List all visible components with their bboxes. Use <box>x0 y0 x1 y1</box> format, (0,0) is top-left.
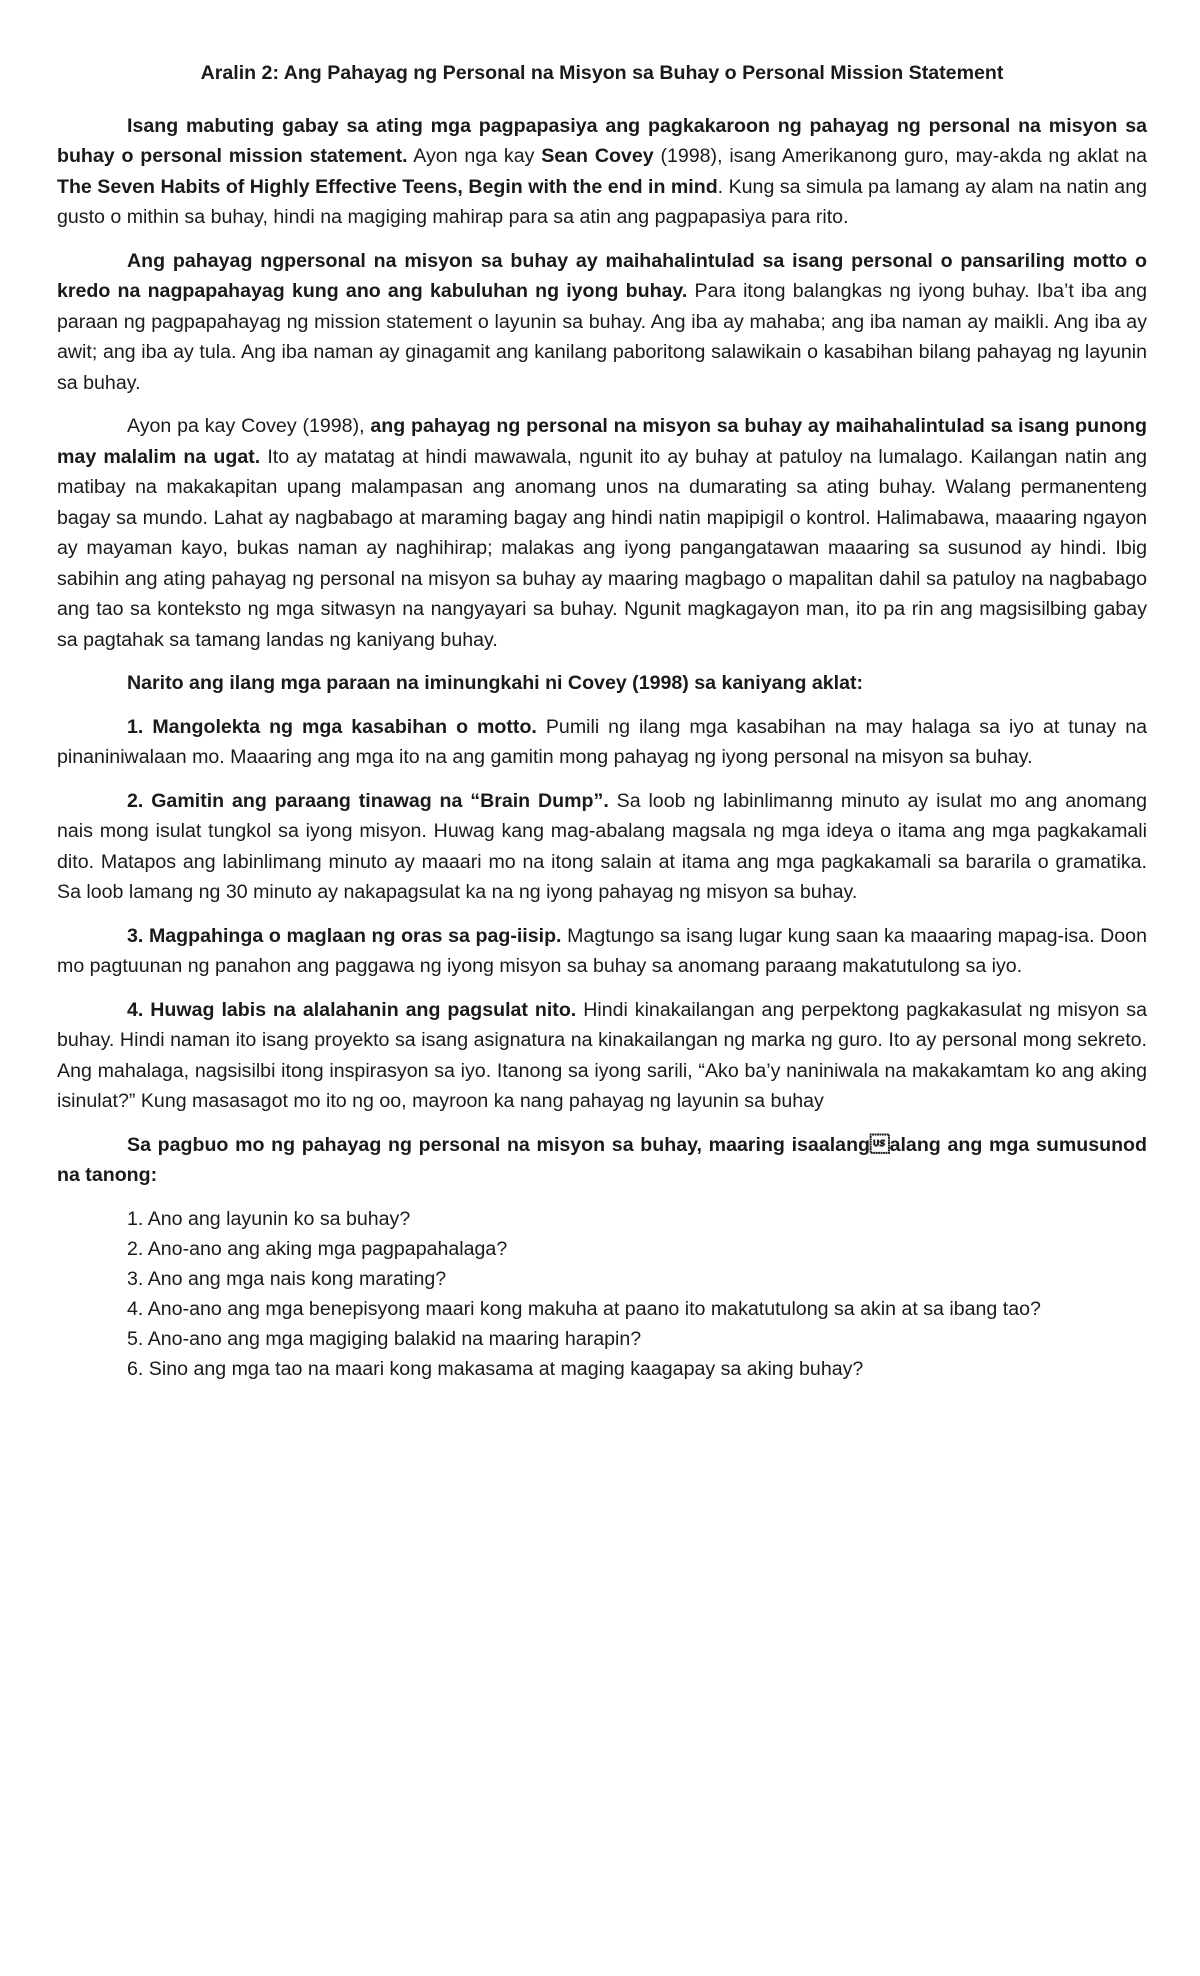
paragraph-methods-intro <box>57 668 1147 699</box>
list-item: 3. Ano ang mga nais kong marating? <box>127 1267 447 1290</box>
paragraph-questions-intro <box>57 1130 1147 1191</box>
method-heading: 2. Gamitin ang paraang tinawag na “Brain Dump”. <box>127 789 609 812</box>
body-text: . Kung sa simula pa lamang ay alam na natin ang gusto o mithin sa buhay, hindi na magiging mahirap para sa atin ang pagpapasiya para rito. <box>57 175 1147 228</box>
method-1 <box>57 712 1147 773</box>
list-item: 2. Ano-ano ang aking mga pagpapahalaga? <box>127 1237 508 1260</box>
body-text: Para itong balangkas ng iyong buhay. Iba’t iba ang paraan ng pagpapahayag ng mission statement o layunin sa buhay. Ang iba ay mahaba; ang iba naman ay maikli. Ang iba ay awit; ang iba ay tula. Ang iba naman ay ginagamit ang kanilang paboritong salawikain o kasabihan bilang pahayag ng layunin sa buhay. <box>57 280 1147 394</box>
paragraph-covey-tree <box>57 411 1147 655</box>
bold-text: Ang pahayag ngpersonal na misyon sa buhay ay maihahalintulad sa isang personal o pansariling motto o kredo na nagpapahayag kung ano ang kabuluhan ng iyong buhay. <box>57 249 1147 302</box>
list-item: 6. Sino ang mga tao na maari kong makasama at maging kaagapay sa aking buhay? <box>127 1357 864 1380</box>
method-4 <box>57 995 1147 1117</box>
method-heading: 4. Huwag labis na alalahanin ang pagsulat nito. <box>127 998 577 1021</box>
body-text: (1998), isang Amerikanong guro, may-akda ng aklat na <box>653 145 1147 167</box>
bold-text: Sa pagbuo mo ng pahayag ng personal na misyon sa buhay, maaring isaalang alang ang mga sumusunod na tanong: <box>57 1133 1147 1186</box>
paragraph-intro <box>57 111 1147 233</box>
body-text: Ito ay matatag at hindi mawawala, ngunit ito ay buhay at patuloy na lumalago. Kailangan natin ang matibay na makakapitan upang malampasan ang anomang unos na dumarating sa ating buhay. Walang permanenteng bagay sa mundo. Lahat ay nagbabago at maraming bagay ang hindi natin mapipigil o kontrol. Halimabawa, maaaring ngayon ay mayaman kayo, bukas naman ay naghihirap; malakas ang iyong pangangatawan maaaring sa susunod ay hindi. Ibig sabihin ang ating pahayag ng personal na misyon sa buhay ay maaring magbago o mapalitan dahil sa patuloy na nagbabago ang tao sa konteksto ng mga sitwasyn na nangyayari sa buhay. Ngunit magkagayon man, ito pa rin ang magsisilbing gabay sa pagtahak sa tamang landas ng kaniyang buhay. <box>57 445 1148 651</box>
body-text: Pumili ng ilang mga kasabihan na may halaga sa iyo at tunay na pinaniniwalaan mo. Maaaring ang mga ito na ang gamitin mong pahayag ng iyong personal na misyon sa buhay. <box>57 715 1148 768</box>
body-text: Hindi kinakailangan ang perpektong pagkakasulat ng misyon sa buhay. Hindi naman ito isang proyekto sa isang asignatura na kinakailangan ng marka ng guro. Ito ay personal mong sekreto. Ang mahalaga, nagsisilbi itong inspirasyon sa iyo. Itanong sa iyong sarili, “Ako ba’y naniniwala na makakamtam ko ang aking isinulat?” Kung masasagot mo ito ng oo, mayroon ka nang pahayag ng layunin sa buhay <box>57 998 1148 1112</box>
paragraph-definition <box>57 246 1147 399</box>
bold-text: ang pahayag ng personal na misyon sa buhay ay maihahalintulad sa isang punong may malalim na ugat. <box>57 415 1147 468</box>
bold-text: Narito ang ilang mga paraan na iminungkahi ni Covey (1998) sa kaniyang aklat: <box>127 672 864 694</box>
list-item: 5. Ano-ano ang mga magiging balakid na maaring harapin? <box>127 1327 642 1350</box>
body-text: Ayon nga kay <box>407 145 542 167</box>
bold-text: Isang mabuting gabay sa ating mga pagpapasiya ang pagkakaroon ng pahayag ng personal na misyon sa buhay o personal mission statement. <box>57 114 1147 167</box>
book-title: The Seven Habits of Highly Effective Teens, Begin with the end in mind <box>57 175 718 198</box>
list-item: 1. Ano ang layunin ko sa buhay? <box>127 1207 411 1230</box>
question-list <box>57 1204 1147 1384</box>
method-2 <box>57 786 1147 908</box>
list-item: 4. Ano-ano ang mga benepisyong maari kong makuha at paano ito makatutulong sa akin at sa ibang tao? <box>127 1297 1041 1320</box>
body-text: Magtungo sa isang lugar kung saan ka maaaring mapag-isa. Doon mo pagtuunan ng panahon ang paggawa ng iyong misyon sa buhay sa anomang paraang makatutulong sa iyo. <box>57 924 1147 977</box>
author-name: Sean Covey <box>541 145 654 167</box>
lesson-title: Aralin 2: Ang Pahayag ng Personal na Misyon sa Buhay o Personal Mission Statement <box>200 62 1004 84</box>
method-heading: 1. Mangolekta ng mga kasabihan o motto. <box>127 715 537 738</box>
method-3 <box>57 921 1147 982</box>
body-text: Ayon pa kay Covey (1998), <box>127 415 371 437</box>
body-text: Sa loob ng labinlimanng minuto ay isulat mo ang anomang nais mong isulat tungkol sa iyong misyon. Huwag kang mag-abalang magsala ng mga ideya o itama ang mga pagkakamali dito. Matapos ang labinlimang minuto ay maaari mo na itong salain at itama ang mga pagkakamali sa bararila o gramatika. Sa loob lamang ng 30 minuto ay nakapagsulat ka na ng iyong pahayag ng misyon sa buhay. <box>57 789 1147 903</box>
method-heading: 3. Magpahinga o maglaan ng oras sa pag-iisip. <box>127 924 562 947</box>
